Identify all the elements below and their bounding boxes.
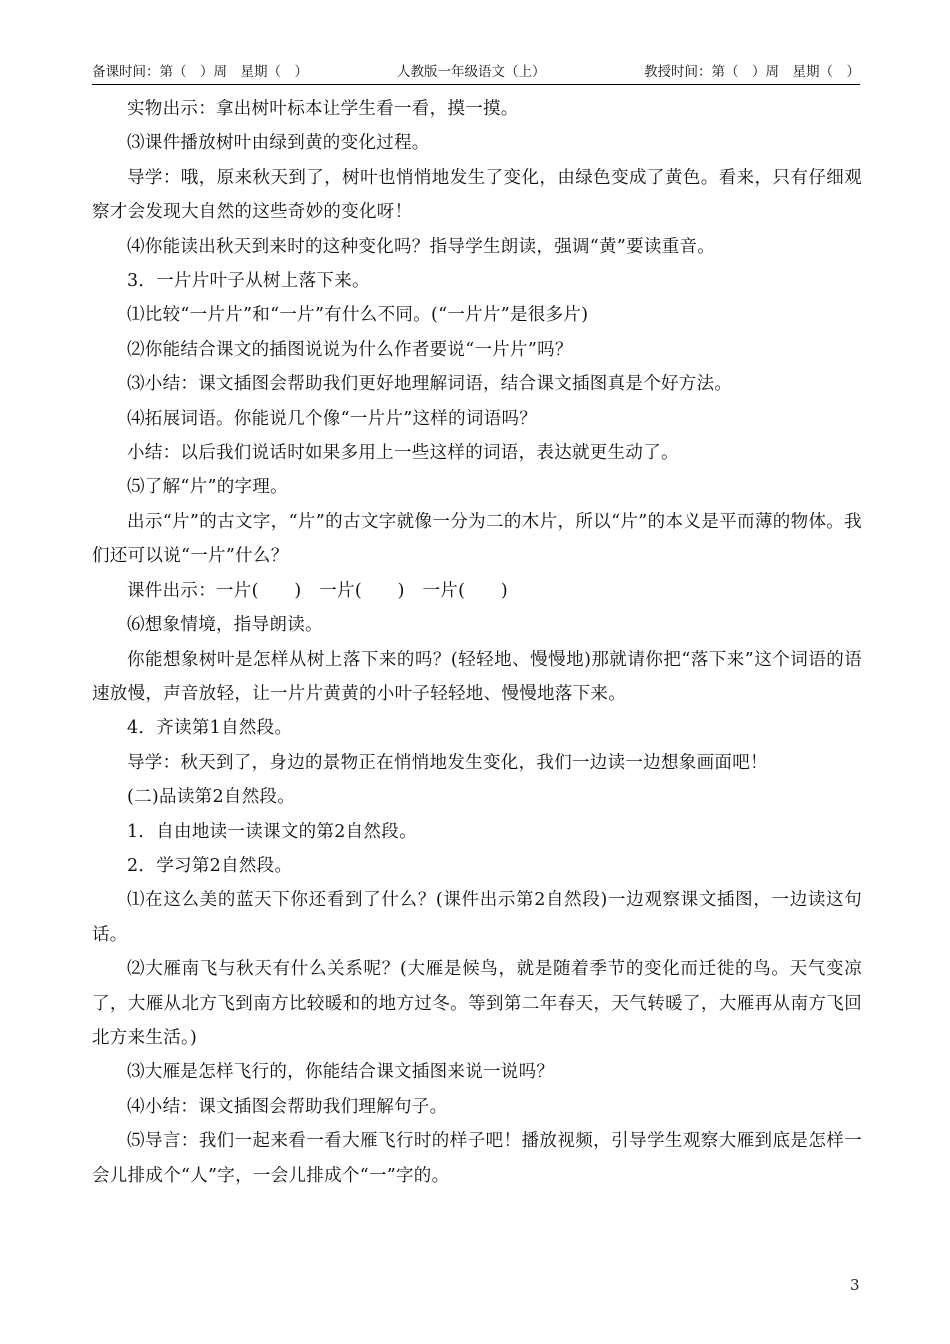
textbook-title: 人教版一年级语文（上） bbox=[397, 64, 546, 80]
paragraph: ⑷小结：课文插图会帮助我们理解句子。 bbox=[127, 1096, 448, 1117]
teaching-time-label: 教授时间：第（ ）周 星期（ ） bbox=[644, 64, 860, 80]
prep-time-label: 备课时间：第（ ）周 星期（ ） bbox=[92, 64, 308, 80]
paragraph: ⑴在这么美的蓝天下你还看到了什么？(课件出示第2自然段)一边观察课文插图，一边读这句话。 bbox=[92, 890, 862, 945]
paragraph: ⑵大雁南飞与秋天有什么关系呢？(大雁是候鸟，就是随着季节的变化而迁徙的鸟。天气变凉了，大雁从北方飞到南方比较暖和的地方过冬。等到第二年春天，天气转暖了，大雁再从南方飞回北方来生活。) bbox=[92, 959, 862, 1048]
page-header bbox=[92, 62, 860, 85]
section-heading: (二)品读第2自然段。 bbox=[127, 787, 296, 808]
paragraph: 课件出示：一片( ) 一片( ) 一片( ) bbox=[127, 580, 508, 601]
paragraph: 3．一片片叶子从树上落下来。 bbox=[127, 271, 370, 292]
paragraph: ⑴比较“一片片”和“一片”有什么不同。(“一片片”是很多片) bbox=[127, 305, 589, 326]
paragraph: ⑵你能结合课文的插图说说为什么作者要说“一片片”吗？ bbox=[127, 339, 573, 360]
paragraph: 4．齐读第1自然段。 bbox=[127, 718, 293, 739]
paragraph: ⑸导言：我们一起来看一看大雁飞行时的样子吧！播放视频，引导学生观察大雁到底是怎样一会儿排成个“人”字，一会儿排成个“一”字的。 bbox=[92, 1131, 862, 1186]
paragraph: ⑶大雁是怎样飞行的，你能结合课文插图来说一说吗？ bbox=[127, 1062, 555, 1083]
paragraph: ⑹想象情境，指导朗读。 bbox=[127, 615, 323, 636]
paragraph: 实物出示：拿出树叶标本让学生看一看，摸一摸。 bbox=[127, 99, 519, 119]
paragraph: 出示“片”的古文字，“片”的古文字就像一分为二的木片，所以“片”的本义是平而薄的物体。我们还可以说“一片”什么？ bbox=[92, 511, 862, 567]
paragraph: 小结：以后我们说话时如果多用上一些这样的词语，表达就更生动了。 bbox=[127, 443, 679, 464]
paragraph: 1．自由地读一读课文的第2自然段。 bbox=[127, 821, 417, 842]
paragraph: ⑸了解“片”的字理。 bbox=[127, 477, 288, 498]
page-number: 3 bbox=[850, 1276, 860, 1294]
lesson-body bbox=[92, 92, 862, 1193]
paragraph: 导学：秋天到了，身边的景物正在悄悄地发生变化，我们一边读一边想象画面吧！ bbox=[127, 752, 768, 773]
paragraph: ⑷拓展词语。你能说几个像“一片片”这样的词语吗？ bbox=[127, 408, 538, 429]
paragraph: ⑶课件播放树叶由绿到黄的变化过程。 bbox=[127, 133, 430, 154]
paragraph: 你能想象树叶是怎样从树上落下来的吗？(轻轻地、慢慢地)那就请你把“落下来”这个词语的语速放慢，声音放轻，让一片片黄黄的小叶子轻轻地、慢慢地落下来。 bbox=[92, 649, 862, 704]
paragraph: 2．学习第2自然段。 bbox=[127, 855, 293, 876]
paragraph: 导学：哦，原来秋天到了，树叶也悄悄地发生了变化，由绿色变成了黄色。看来，只有仔细观察才会发现大自然的这些奇妙的变化呀！ bbox=[92, 167, 862, 223]
paragraph: ⑷你能读出秋天到来时的这种变化吗？指导学生朗读，强调“黄”要读重音。 bbox=[127, 236, 716, 257]
paragraph: ⑶小结：课文插图会帮助我们更好地理解词语，结合课文插图真是个好方法。 bbox=[127, 374, 733, 395]
